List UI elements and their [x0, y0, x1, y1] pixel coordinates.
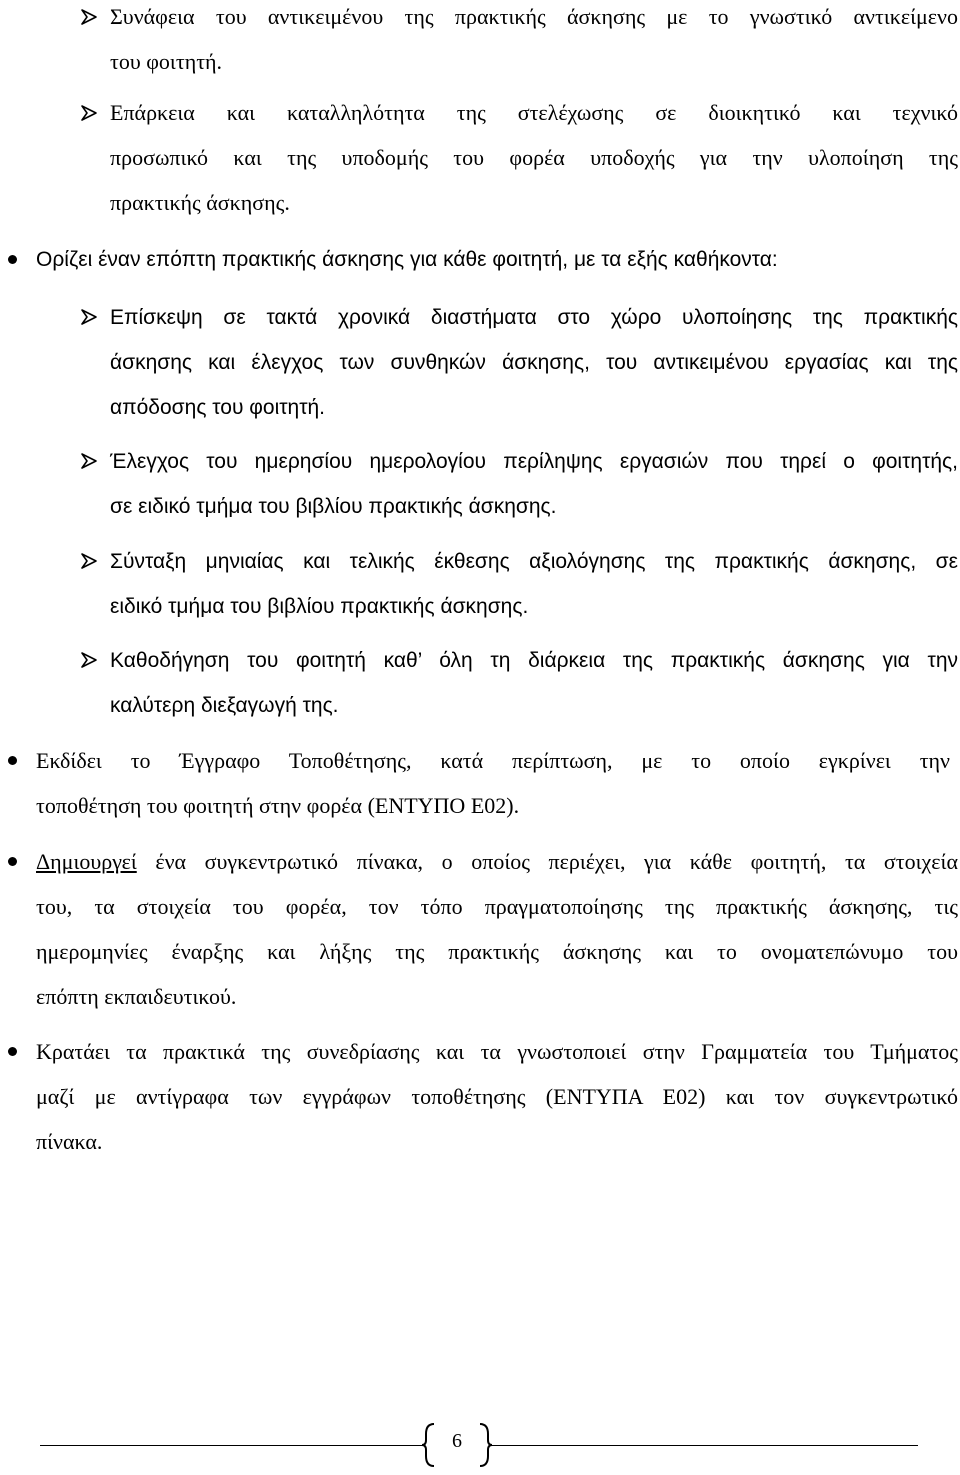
arrow-bullet-icon	[80, 552, 98, 575]
list-item	[110, 539, 958, 629]
line: Συνάφεια του αντικειμένου της πρακτικής άσκησης με το γνωστικό αντικείμενο	[110, 4, 958, 29]
page-number: 6	[452, 1430, 462, 1452]
line: Επίσκεψη σε τακτά χρονικά διαστήματα στο χώρο υλοποίησης της πρακτικής	[110, 306, 958, 329]
line: απόδοσης του φοιτητή.	[110, 396, 326, 419]
line: ημερομηνίες έναρξης και λήξης της πρακτικής άσκησης και το ονοματεπώνυμο του	[36, 939, 958, 964]
bullet-icon	[8, 756, 17, 765]
line: Εκδίδει το Έγγραφο Τοποθέτησης, κατά περίπτωση, με το οποίο εγκρίνει την	[36, 748, 950, 773]
bullet-icon	[8, 255, 17, 264]
line: σε ειδικό τμήμα του βιβλίου πρακτικής άσκησης.	[110, 495, 557, 518]
line: μαζί με αντίγραφα των εγγράφων τοποθέτησης (ΕΝΤΥΠΑ Ε02) και τον συγκεντρωτικό	[36, 1084, 958, 1109]
line: Σύνταξη μηνιαίας και τελικής έκθεσης αξιολόγησης της πρακτικής άσκησης, σε	[110, 550, 958, 573]
line: του φοιτητή.	[110, 49, 223, 74]
arrow-bullet-icon	[80, 8, 98, 31]
list-item	[36, 237, 936, 282]
line: καλύτερη διεξαγωγή της.	[110, 694, 339, 717]
bullet-icon	[8, 857, 17, 866]
underlined-word: Δημιουργεί	[36, 849, 137, 874]
line: Καθοδήγηση του φοιτητή καθ’ όλη τη διάρκεια της πρακτικής άσκησης για την	[110, 649, 958, 672]
line	[36, 839, 958, 884]
line-rest: ένα συγκεντρωτικό πίνακα, ο οποίος περιέχει, για κάθε φοιτητή, τα στοιχεία	[136, 849, 958, 874]
list-item	[36, 839, 958, 1019]
list-item	[110, 439, 958, 529]
line: Έλεγχος του ημερησίου ημερολογίου περίληψης εργασιών που τηρεί ο φοιτητής,	[110, 450, 958, 473]
arrow-bullet-icon	[80, 308, 98, 331]
line: τοποθέτηση του φοιτητή στην φορέα (ΕΝΤΥΠΟ Ε02).	[36, 793, 520, 818]
bullet-icon	[8, 1047, 17, 1056]
line: του, τα στοιχεία του φορέα, τον τόπο πραγματοποίησης της πρακτικής άσκησης, τις	[36, 894, 958, 919]
list-item	[110, 638, 958, 728]
line: πρακτικής άσκησης.	[110, 190, 290, 215]
list-item	[110, 90, 958, 225]
list-item	[110, 295, 958, 430]
list-item	[110, 0, 958, 84]
line: προσωπικό και της υποδομής του φορέα υποδοχής για την υλοποίηση της	[110, 145, 958, 170]
line: πίνακα.	[36, 1129, 103, 1154]
arrow-bullet-icon	[80, 104, 98, 127]
list-item	[36, 738, 950, 828]
list-item	[36, 1029, 958, 1164]
page-number-box	[422, 1420, 492, 1470]
line: Επάρκεια και καταλληλότητα της στελέχωσης σε διοικητικό και τεχνικό	[110, 100, 958, 125]
line: επόπτη εκπαιδευτικού.	[36, 984, 237, 1009]
line: άσκησης και έλεγχος των συνθηκών άσκησης, του αντικειμένου εργασίας και της	[110, 351, 958, 374]
arrow-bullet-icon	[80, 452, 98, 475]
line: Ορίζει έναν επόπτη πρακτικής άσκησης για κάθε φοιτητή, με τα εξής καθήκοντα:	[36, 248, 778, 271]
line: ειδικό τμήμα του βιβλίου πρακτικής άσκησης.	[110, 595, 529, 618]
arrow-bullet-icon	[80, 651, 98, 674]
line: Κρατάει τα πρακτικά της συνεδρίασης και τα γνωστοποιεί στην Γραμματεία του Τμήματος	[36, 1039, 958, 1064]
